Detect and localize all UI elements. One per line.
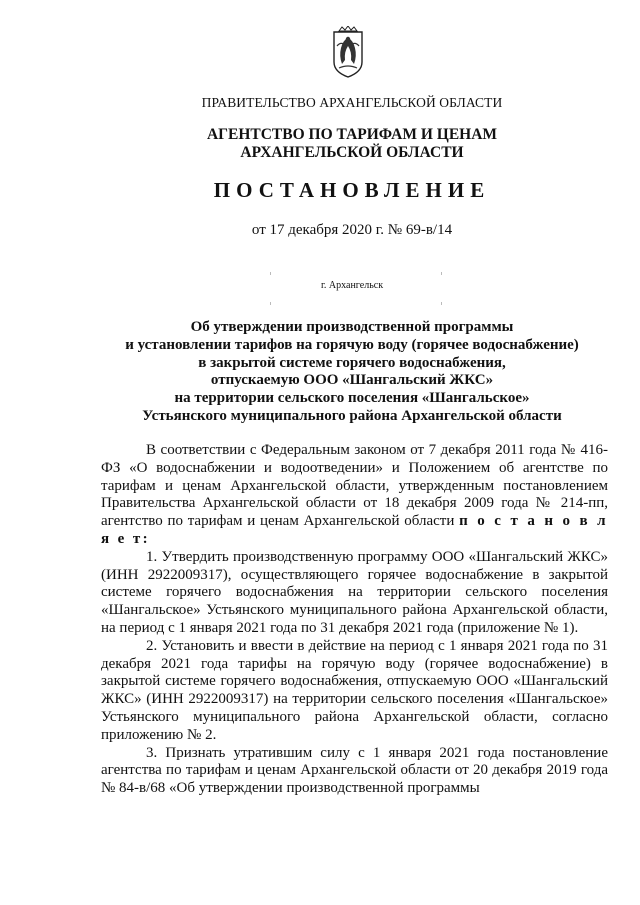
margin-mark (270, 302, 271, 305)
document-date-number: от 17 декабря 2020 г. № 69-в/14 (251, 222, 453, 238)
subject-line: Устьянского муниципального района Архангельской области (142, 407, 562, 424)
margin-mark (441, 272, 442, 275)
subject-line: на территории сельского поселения «Шангальское» (174, 390, 530, 407)
coat-of-arms-icon (331, 26, 365, 78)
agency-name-line-1: АГЕНТСТВО ПО ТАРИФАМ И ЦЕНАМ (206, 126, 498, 143)
document-city: г. Архангельск (320, 280, 384, 291)
subject-line: Об утверждении производственной программы (190, 319, 514, 335)
paragraph-item-3: 3. Признать утратившим силу с 1 января 2021 года постановление агентства по тарифам и ценам Архангельской области от 20 декабря 2019 года № 84-в/68 «Об утверждении производственной программы (101, 744, 608, 797)
agency-name-line-2: АРХАНГЕЛЬСКОЙ ОБЛАСТИ (240, 144, 464, 161)
paragraph-item-1: 1. Утвердить производственную программу ООО «Шангальский ЖКС» (ИНН 2922009317), осуществляющего горячее водоснабжение в закрытой системе горячего водоснабжения на территории сельского поселения «Шангальское» Устьянского муниципального района Архангельской области, на период с 1 января 2021 года по 31 декабря 2021 года (приложение № 1). (101, 548, 608, 636)
margin-mark (270, 272, 271, 275)
margin-mark (441, 302, 442, 305)
subject-line: и установлении тарифов на горячую воду (горячее водоснабжение) (125, 336, 579, 353)
decree-word: п о с т а н о в л я е т: (101, 513, 608, 547)
preamble-text: В соответствии с Федеральным законом от 7 декабря 2011 года № 416-ФЗ «О водоснабжении и водоотведении» и Положением об агентстве по тарифам и ценам Архангельской области, утвержденным постановлением Правительства Архангельской области от 18 декабря 2009 года № 214-пп, агентство по тарифам и ценам Архангельской области (101, 442, 608, 530)
document-body (101, 442, 608, 798)
subject-line: в закрытой системе горячего водоснабжения, (198, 354, 506, 371)
subject-line: отпускаемую ООО «Шангальский ЖКС» (210, 372, 494, 389)
government-name: ПРАВИТЕЛЬСТВО АРХАНГЕЛЬСКОЙ ОБЛАСТИ (201, 95, 503, 110)
document-subject (96, 319, 608, 426)
agency-name (0, 126, 640, 162)
document-type-title: ПОСТАНОВЛЕНИЕ (213, 178, 491, 202)
preamble-paragraph (101, 442, 608, 549)
paragraph-item-2: 2. Установить и ввести в действие на период с 1 января 2021 года по 31 декабря 2021 года тарифы на горячую воду (горячее водоснабжение) в закрытой системе горячего водоснабжения, отпускаемую ООО «Шангальский ЖКС» (ИНН 2922009317) на территории сельского поселения «Шангальское» Устьянского муниципального района Архангельской области, согласно приложению № 2. (101, 637, 608, 743)
